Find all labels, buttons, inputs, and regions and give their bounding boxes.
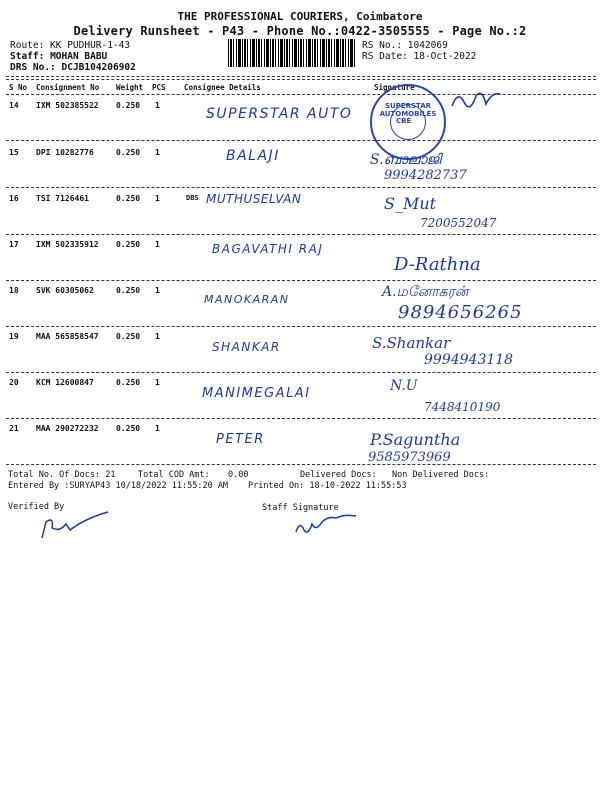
- verified-by-label: Verified By: [8, 502, 65, 512]
- row-sno: 21: [9, 424, 19, 433]
- row-divider: [6, 234, 596, 235]
- row-signature-name: S.Shankar: [372, 334, 451, 352]
- row-consignment: IXM 502385522: [36, 101, 99, 110]
- signature-scribble-row14: [448, 86, 508, 112]
- drs-label: DRS No.:: [10, 62, 56, 73]
- row-signature-phone: 7200552047: [420, 216, 497, 230]
- col-signature: Signature: [374, 83, 415, 92]
- total-docs: Total No. Of Docs: 21: [8, 470, 116, 480]
- row-signature-phone: 9585973969: [368, 450, 451, 465]
- row-pcs: 1: [155, 194, 160, 203]
- printed-on: Printed On: 18-10-2022 11:55:53: [248, 481, 407, 491]
- row-sno: 18: [9, 286, 19, 295]
- row-signature-phone: 9894656265: [398, 302, 523, 323]
- row-consignee: BAGAVATHI RAJ: [212, 242, 324, 256]
- header-top-rule-2: [6, 79, 596, 80]
- row-signature-name: S.ബാലാജി: [370, 152, 441, 168]
- row-sno: 19: [9, 332, 19, 341]
- row-sno: 16: [9, 194, 19, 203]
- non-delivered-docs: Non Delivered Docs:: [392, 470, 490, 480]
- row-consignee: MANIMEGALAI: [202, 386, 311, 401]
- row-consignment: SVK 60305062: [36, 286, 94, 295]
- cod-value: 0.00: [228, 470, 249, 480]
- row-signature-name: N.U: [390, 378, 418, 394]
- row-divider: [6, 187, 596, 188]
- row-weight: 0.250: [116, 424, 141, 433]
- row-pcs: 1: [155, 286, 160, 295]
- row-weight: 0.250: [116, 286, 141, 295]
- row-divider: [6, 280, 596, 281]
- drs-value: DCJB104206902: [61, 62, 136, 73]
- row-divider: [6, 326, 596, 327]
- row-sno: 20: [9, 378, 19, 387]
- row-pcs: 1: [155, 424, 160, 433]
- cod-label: Total COD Amt:: [138, 470, 210, 480]
- row-consignee: PETER: [216, 432, 265, 447]
- rs-date: RS Date: 18-Oct-2022: [362, 51, 477, 62]
- staff-signature-label: Staff Signature: [262, 503, 339, 513]
- row-divider: [6, 418, 596, 419]
- row-consignment: TSI 7126461: [36, 194, 89, 203]
- row-pcs: 1: [155, 332, 160, 341]
- row-divider: [6, 372, 596, 373]
- row-weight: 0.250: [116, 194, 141, 203]
- row-signature-name: D-Rathna: [394, 254, 481, 275]
- row-consignment: KCM 12600847: [36, 378, 94, 387]
- row-sno: 15: [9, 148, 19, 157]
- row-divider: [6, 140, 596, 141]
- company-title: THE PROFESSIONAL COURIERS, Coimbatore: [177, 10, 423, 23]
- row-consignee: MANOKARAN: [204, 293, 290, 306]
- staff-label: Staff:: [10, 51, 45, 62]
- row-weight: 0.250: [116, 101, 141, 110]
- header-top-rule: [6, 76, 596, 77]
- staff-value: MOHAN BABU: [50, 51, 108, 62]
- row-consignment: MAA 290272232: [36, 424, 99, 433]
- drs-barcode: [228, 39, 356, 67]
- row-weight: 0.250: [116, 240, 141, 249]
- stamp-outer-text: SUPERSTAR AUTOMOBILES: [379, 102, 437, 118]
- row-consignment: DPI 10282776: [36, 148, 94, 157]
- route-label: Route: KK PUDHUR-1-43: [10, 40, 131, 51]
- row-pcs: 1: [155, 240, 160, 249]
- staff-line: [10, 51, 107, 62]
- company-stamp: [370, 84, 446, 160]
- row-consignee: SUPERSTAR AUTO: [206, 106, 353, 122]
- col-weight: Weight: [116, 83, 144, 92]
- stamp-inner-text: CBE: [396, 117, 412, 125]
- col-consignment: Consignment No: [36, 83, 100, 92]
- drs-line: [10, 62, 136, 73]
- entered-by: Entered By :SURYAP43 10/18/2022 11:55:20 AM: [8, 481, 229, 491]
- row-signature-name: P.Saguntha: [370, 430, 461, 449]
- col-consignee: Consignee Details: [184, 83, 261, 92]
- row-signature-name: S_Mut: [384, 194, 437, 213]
- col-pcs: PCS: [152, 83, 166, 92]
- row-signature-phone: 7448410190: [424, 400, 501, 414]
- row-pcs: 1: [155, 378, 160, 387]
- row-pcs: 1: [155, 101, 160, 110]
- row-pcs: 1: [155, 148, 160, 157]
- runsheet-subtitle: Delivery Runsheet - P43 - Phone No.:0422-3505555 - Page No.:2: [73, 24, 527, 38]
- row-consignee: BALAJI: [226, 148, 280, 164]
- row-consignee: MUTHUSELVAN: [206, 192, 302, 206]
- col-sno: S No: [9, 83, 28, 92]
- verifier-signature-scribble: [36, 508, 116, 542]
- row-weight: 0.250: [116, 148, 141, 157]
- row-weight: 0.250: [116, 332, 141, 341]
- row-prefix: DBS: [186, 194, 199, 202]
- row-weight: 0.250: [116, 378, 141, 387]
- row-consignment: IXM 502335912: [36, 240, 99, 249]
- table-bottom-rule: [6, 464, 596, 465]
- staff-signature-scribble: [292, 506, 362, 540]
- row-signature-phone: 9994282737: [384, 168, 467, 183]
- row-signature-name: A.மனோகரன்: [382, 284, 469, 300]
- delivered-docs: Delivered Docs:: [300, 470, 377, 480]
- row-sno: 17: [9, 240, 19, 249]
- row-consignment: MAA 565858547: [36, 332, 99, 341]
- rs-number: RS No.: 1042069: [362, 40, 448, 51]
- row-consignee: SHANKAR: [212, 340, 281, 354]
- row-signature-phone: 9994943118: [424, 352, 514, 368]
- row-sno: 14: [9, 101, 19, 110]
